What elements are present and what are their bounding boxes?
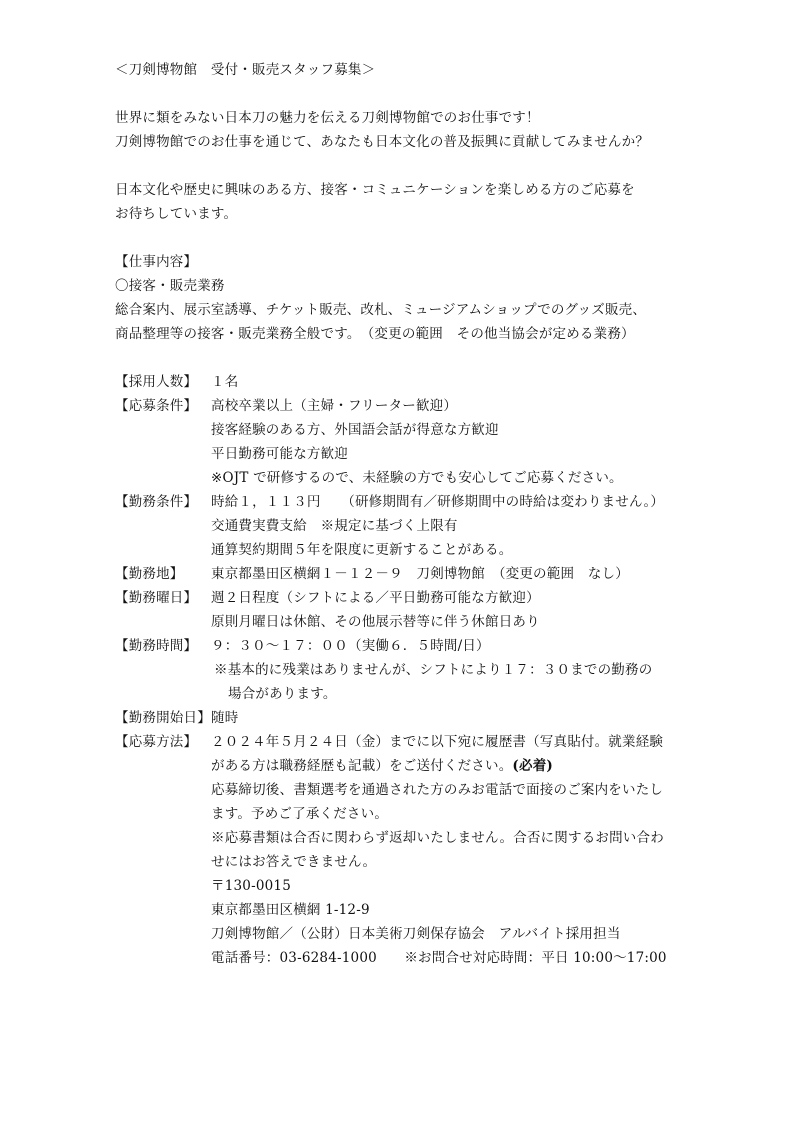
apply-line-3: 応募締切後、書類選考を通過された方のみお電話で面接のご案内をいたし [211, 782, 664, 798]
hours-line-3: 場合があります。 [228, 686, 337, 702]
appeal-line-2: お待ちしています。 [115, 206, 238, 222]
requirements-line-1: 高校卒業以上（主婦・フリーター歓迎） [211, 398, 458, 414]
address: 東京都墨田区横網 1-12-9 [211, 902, 370, 918]
requirements-line-4: ※OJT で研修するので、未経験の方でも安心してご応募ください。 [211, 470, 623, 486]
intro-line-2: 刀剣博物館でのお仕事を通じて、あなたも日本文化の普及振興に貢献してみませんか？ [115, 134, 650, 150]
postal-code: 〒130-0015 [211, 878, 291, 894]
hours-label: 【勤務時間】 [115, 638, 198, 654]
document-title: ＜刀剣博物館 受付・販売スタッフ募集＞ [115, 62, 376, 78]
location-value: 東京都墨田区横網１－１２－９ 刀剣博物館 （変更の範囲 なし） [211, 566, 629, 582]
headcount-value: １名 [211, 374, 239, 390]
days-line-1: 週２日程度（シフトによる／平日勤務可能な方歓迎） [211, 590, 540, 606]
start-value: 随時 [211, 710, 239, 726]
days-line-2: 原則月曜日は休館、その他展示替等に伴う休館日あり [211, 614, 540, 630]
apply-line-2-text: がある方は職務経歴も記載）をご送付ください。 [211, 758, 513, 774]
recipient: 刀剣博物館／（公財）日本美術刀剣保存協会 アルバイト採用担当 [211, 926, 621, 942]
start-label: 【勤務開始日】 [115, 710, 211, 726]
apply-line-5: ※応募書類は合否に関わらず返却いたしません。合否に関するお問い合わ [211, 830, 664, 846]
requirements-line-3: 平日勤務可能な方歓迎 [211, 446, 348, 462]
job-item: 〇接客・販売業務 [115, 278, 225, 294]
apply-line-6: せにはお答えできません。 [211, 854, 377, 870]
hours-line-2: ※基本的に残業はありませんが、シフトにより１７：３０までの勤務の [214, 662, 653, 678]
apply-line-1: ２０２４年５月２４日（金）までに以下宛に履歴書（写真貼付。就業経験 [211, 734, 664, 750]
apply-line-4: ます。予めご了承ください。 [211, 806, 389, 822]
hours-line-1: ９：３０～１７：００（実働６．５時間/日） [211, 638, 490, 654]
job-heading: 【仕事内容】 [115, 254, 198, 270]
apply-label: 【応募方法】 [115, 734, 198, 750]
conditions-label: 【勤務条件】 [115, 494, 198, 510]
headcount-label: 【採用人数】 [115, 374, 198, 390]
phone-line: 電話番号：03-6284-1000 ※お問合せ対応時間：平日 10:00～17:00 [211, 950, 667, 966]
location-label: 【勤務地】 [115, 566, 184, 582]
conditions-line-2: 交通費実費支給 ※規定に基づく上限有 [211, 518, 458, 534]
requirements-label: 【応募条件】 [115, 398, 198, 414]
appeal-line-1: 日本文化や歴史に興味のある方、接客・コミュニケーションを楽しめる方のご応募を [115, 182, 635, 198]
apply-must-arrive: (必着) [512, 758, 553, 774]
job-desc-1: 総合案内、展示室誘導、チケット販売、改札、ミュージアムショップでのグッズ販売、 [115, 302, 647, 318]
days-label: 【勤務曜日】 [115, 590, 198, 606]
job-desc-2: 商品整理等の接客・販売業務全般です。 （変更の範囲 その他当協会が定める業務） [115, 326, 635, 342]
requirements-line-2: 接客経験のある方、外国語会話が得意な方歓迎 [211, 422, 499, 438]
conditions-line-1: 時給１，１１３円 （研修期間有／研修期間中の時給は変わりません。） [211, 494, 665, 510]
intro-line-1: 世界に類をみない日本刀の魅力を伝える刀剣博物館でのお仕事です！ [115, 110, 540, 126]
apply-line-2 [211, 756, 553, 776]
conditions-line-3: 通算契約期間５年を限度に更新することがある。 [211, 542, 513, 558]
